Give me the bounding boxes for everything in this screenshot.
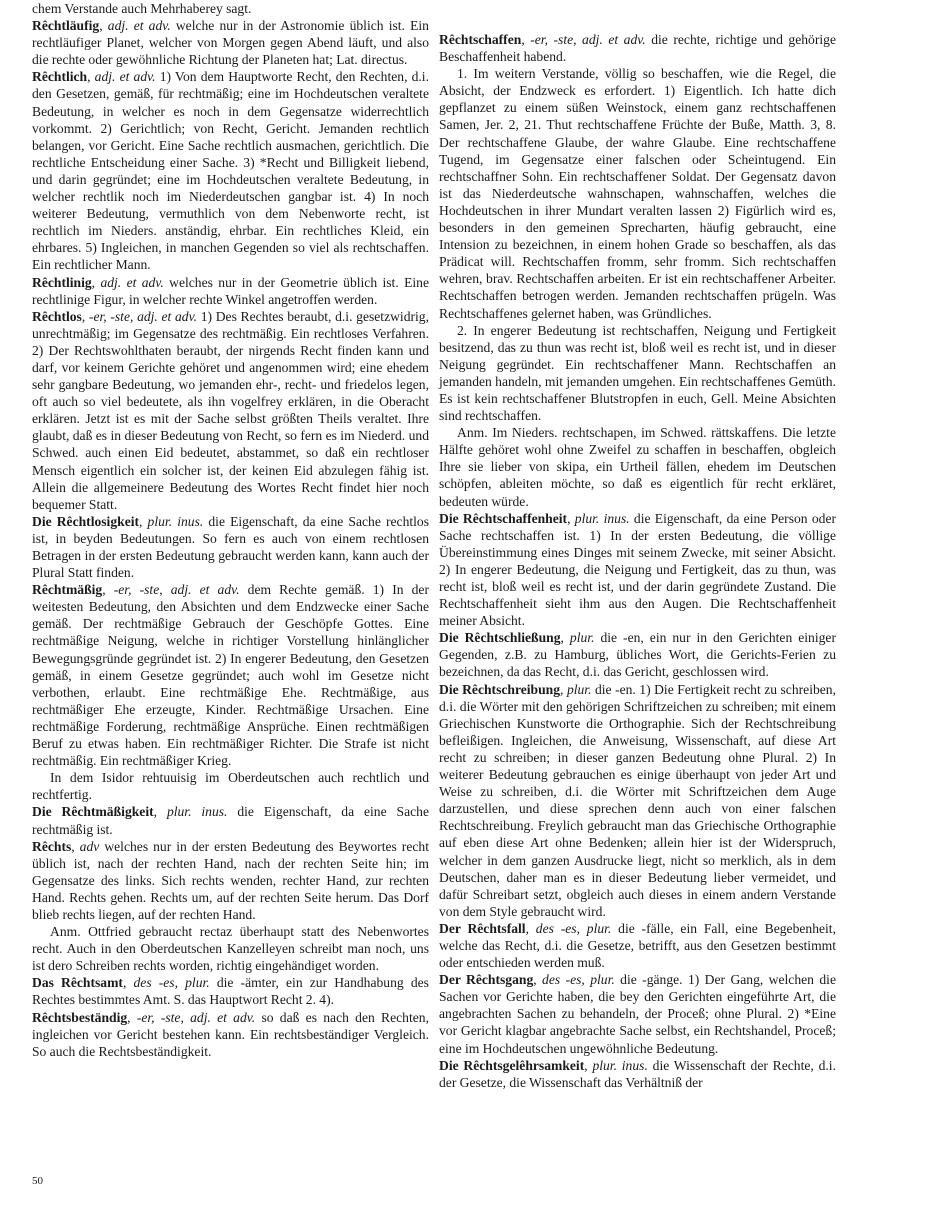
dictionary-entry: Rêchts, adv welches nur in der ersten Bedeutung des Beywortes recht üblich ist, nach der rechten Hand, nach der rechten Seite hin; im Gegensatze des links. Sich rechts wenden, rechter Hand, zur rechten Hand. Rechts gehen. Rechts um, auf der rechten Seite herum. Das Dorf blieb rechts liegen, auf der rechten Hand.	[32, 838, 429, 922]
entry-text: die -fälle, ein Fall, eine Begebenheit, welche das Recht, d.i. die Gesetze, betrifft, aus den Gesetzen bestimmt oder entschieden werden muß.	[439, 920, 836, 971]
entry-grammar: -er, -ste, adj. et adv.	[113, 582, 240, 598]
left-column	[32, 0, 429, 1060]
dictionary-entry	[439, 65, 836, 321]
entry-headword: Rêchtläufig	[32, 18, 100, 34]
entry-text: welche nur in der Astronomie üblich ist. Ein rechtläufiger Planet, welcher von Morgen gegen Abend läuft, und also die rechte oder gewöhnliche Richtung der Planeten hat; Lat. directus.	[32, 18, 429, 68]
entry-grammar: adv	[79, 838, 100, 854]
entry-grammar: des -es, plur.	[133, 975, 210, 991]
entry-headword: Die Rêchtschaffenheit	[439, 510, 568, 526]
dictionary-entry: Der Rêchtsfall, des -es, plur. die -fälle, ein Fall, eine Begebenheit, welche das Recht, d.i. die Gesetze, betrifft, aus den Gesetzen bestimmt oder entschieden werden muß.	[439, 920, 836, 971]
dictionary-entry: Rêchtsbeständig, -er, -ste, adj. et adv. so daß es nach den Rechten, ingleichen vor Gericht bestehen kann. Ein rechtsbeständiger Vergleich. So auch die Rechtsbeständigkeit.	[32, 1009, 429, 1059]
dictionary-entry	[32, 923, 429, 974]
entry-grammar: des -es, plur.	[542, 972, 615, 988]
entry-headword: Der Rêchtsfall	[439, 920, 526, 936]
entry-text: die Eigenschaft, da eine Sache rechtmäßig ist.	[32, 804, 429, 837]
entry-text: die -ämter, ein zur Handhabung des Rechtes bestimmtes Amt. S. das Hauptwort Recht 2. 4).	[32, 975, 429, 1008]
entry-text: chem Verstande auch Mehrhaberey sagt.	[32, 1, 252, 16]
entry-text: dem Rechte gemäß. 1) In der weitesten Bedeutung, den Absichten und dem Endzwecke einer Sache gemäß. Der rechtmäßige Gebrauch der Geschöpfe Gottes. Eine rechtmäßige Neigung, welche in richtiger Vorstellung hinlänglicher Bewegungsgründe gegründet ist. 2) In engerer Bedeutung, den Gesetzen gemäß, in einem Gesetze gegründet; auch wohl im Gesetze nicht verbothen, erlaubt. Eine rechtmäßige Ehe. Rechtmäßige, aus rechtmäßiger Ehe erzeugte, Kinder. Rechtmäßige Ursachen. Eine rechtmäßige Forderung, rechtmäßige Ansprüche. Einen rechtmäßigen Beruf zu etwas haben. Ein rechtmäßiger Richter. Die Strafe ist nicht rechtmäßig. Ein rechtmäßiger Krieg.	[32, 582, 429, 769]
entry-text: die rechte, richtige und gehörige Beschaffenheit habend.	[439, 32, 836, 65]
entry-headword: Rêchts	[32, 838, 72, 854]
entry-headword: Rêchtlich	[32, 69, 88, 85]
entry-text: die Eigenschaft, da eine Sache rechtlos ist, in beyden Bedeutungen. So fern es auch von einem rechtlosen Betragen in der ersten Bedeutung gebraucht werden kann, kann auch der Plural Statt finden.	[32, 513, 430, 581]
dictionary-entry	[439, 322, 836, 425]
entry-headword: Rêchtschaffen	[439, 32, 522, 47]
entry-grammar: plur.	[566, 681, 592, 697]
entry-text: so daß es nach den Rechten, ingleichen vor Gericht bestehen kann. Ein rechtsbeständiger Vergleich. So auch die Rechtsbeständigkeit.	[32, 1009, 429, 1059]
dictionary-entry: Die Rêchtsgelêhrsamkeit, plur. inus. die Wissenschaft der Rechte, d.i. der Gesetze, die Wissenschaft das Verhältniß der	[439, 1057, 836, 1090]
dictionary-entry: Rêchtlich, adj. et adv. 1) Von dem Hauptworte Recht, den Rechten, d.i. den Gesetzen, gemäß, für rechtmäßig; eine im Hochdeutschen veraltete Bedeutung, in welcher es noch in dem Gegensatze widerrechtlich vorkommt. 2) Gerichtlich; von Recht, Gericht. Jemanden rechtlich belangen, vor Gericht. Eine Sache rechtlich ausmachen, gerichtlich. Die rechtliche Entscheidung einer Sache. 3) *Recht und Billigkeit liebend, und darin gegründet; eine im Hochdeutschen veraltete Bedeutung, in welcher rechtlik noch im Niederdeutschen gangbar ist. 4) In noch weiterer Bedeutung, vermuthlich von dem Nebenworte recht, ist rechtlich im Nieders. anständig, ehrbar. Ein rechtliches Kleid, ein ehrbares. 5) Ingleichen, in manchen Gegenden so viel als rechtschaffen. Ein rechtlicher Mann.	[32, 69, 429, 273]
dictionary-entry: Rêchtschaffen, -er, -ste, adj. et adv. die rechte, richtige und gehörige Beschaffenheit habend.	[439, 32, 836, 65]
entry-grammar: -er, -ste, adj. et adv.	[88, 308, 198, 324]
right-column	[439, 31, 836, 1091]
entry-text: Anm. Im Nieders. rechtschapen, im Schwed. rättskaffens. Die letzte Hälfte gehöret wohl ohne Zweifel zu schaffen in beschaffen, obgleich Ihre sie lieber von skipa, ein Urtheil fällen, ehedem im Deutschen schöpfen, ableiten möchte, so daß es eigentlich für recht erkläret, bedeuten würde.	[439, 425, 836, 509]
entry-text: 2. In engerer Bedeutung ist rechtschaffen, Neigung und Fertigkeit besitzend, das zu thun was recht ist, bloß weil es recht ist, und in dieser Neigung gegründet. Ein rechtschaffener Mann. Rechtschaffen an jemanden handeln, mit jemanden umgehen. Ein rechtschaffenes Gemüth. Es ist kein rechtschaffener Blutstropfen in euch, Gell. Meine Absichten sind rechtschaffen.	[439, 322, 836, 424]
entry-text: die Wissenschaft der Rechte, d.i. der Gesetze, die Wissenschaft das Verhältniß der	[439, 1057, 836, 1090]
entry-headword: Rêchtsbeständig	[32, 1009, 128, 1025]
dictionary-entry: Rêchtlinig, adj. et adv. welches nur in der Geometrie üblich ist. Eine rechtlinige Figur, in welcher rechte Winkel angetroffen werden.	[32, 274, 429, 307]
dictionary-entry	[32, 0, 429, 17]
dictionary-entry: Die Rêchtschreibung, plur. die -en. 1) Die Fertigkeit recht zu schreiben, d.i. die Wörter mit den gehörigen Schriftzeichen zu schreiben; mit einem Griechischen Kunstworte die Orthographie. Sich der Rechtschreibung befleißigen. Ingleichen, die Anweisung, Wissenschaft, auf diese Art recht zu schreiben; in dieser ganzen Bedeutung ohne Plural. 2) In weiterer Bedeutung gebrauchen es einige überhaupt von jeder Art und Weise zu schreiben, d.i. die Wörter mit Schriftzeichen dem Auge darzustellen, und diese sprechen denn auch von einer falschen Rechtschreibung. Freylich gebraucht man das Griechische Orthographie auf eben diese Art ohne Bedenken; allein hier ist der Widerspruch, welcher in dem ganzen Ausdrucke liegt, nicht so merklich, als in dem Deutschen, daher man es in dieser Bedeutung lieber vermeidet, und dafür Schreibart setzt, obgleich auch dieses in einem andern Verstande von dem Style gebraucht wird.	[439, 681, 836, 919]
dictionary-entry: Rêchtmäßig, -er, -ste, adj. et adv. dem Rechte gemäß. 1) In der weitesten Bedeutung, den Absichten und dem Endzwecke einer Sache gemäß. Der rechtmäßige Gebrauch der Geschöpfe Gottes. Eine rechtmäßige Neigung, welche in richtiger Vorstellung hinlänglicher Bewegungsgründe gegründet ist. 2) In engerer Bedeutung, den Gesetzen gemäß, in einem Gesetze gegründet; auch wohl im Gesetze nicht verbothen, erlaubt. Eine rechtmäßige Ehe. Rechtmäßige, aus rechtmäßiger Ehe erzeugte, Kinder. Rechtmäßige Ursachen. Eine rechtmäßige Forderung, rechtmäßige Ansprüche. Einen rechtmäßigen Beruf zu etwas haben. Ein rechtmäßiger Richter. Die Strafe ist nicht rechtmäßig. Ein rechtmäßiger Krieg.	[32, 582, 429, 769]
entry-text: welches nur in der Geometrie üblich ist. Eine rechtlinige Figur, in welcher rechte Winkel angetroffen werden.	[32, 274, 429, 307]
entry-grammar: -er, -ste, adj. et adv.	[136, 1009, 256, 1025]
entry-grammar: plur. inus.	[574, 510, 630, 526]
entry-grammar: adj. et adv.	[94, 69, 156, 85]
entry-headword: Die Rêchtschreibung	[439, 681, 561, 697]
dictionary-entry: Die Rêchtschließung, plur. die -en, ein nur in den Gerichten einiger Gegenden, z.B. zu Hamburg, übliches Wort, die Gerichts-Ferien zu bezeichnen, da das Recht, d.i. das Gericht, geschlossen wird.	[439, 630, 836, 680]
dictionary-entry: Rêchtläufig, adj. et adv. welche nur in der Astronomie üblich ist. Ein rechtläufiger Planet, welcher von Morgen gegen Abend läuft, und also die rechte oder gewöhnliche Richtung der Planeten hat; Lat. directus.	[32, 18, 429, 68]
entry-text: die -en, ein nur in den Gerichten einiger Gegenden, z.B. zu Hamburg, übliches Wort, die Gerichts-Ferien zu bezeichnen, da das Recht, d.i. das Gericht, geschlossen wird.	[439, 630, 836, 680]
entry-headword: Rêchtlos	[32, 308, 82, 324]
entry-text: In dem Isidor rehtuuisig im Oberdeutschen auch rechtlich und rechtfertig.	[32, 770, 429, 803]
entry-text: welches nur in der ersten Bedeutung des Beywortes recht üblich ist, nach der rechten Hand, nach der rechten Seite hin; im Gegensatze des links. Sich rechts wenden, rechter Hand, zur rechten Hand. Rechts gehen. Rechts um, auf der rechten Seite herum. Das Dorf blieb rechts liegen, auf der rechten Hand.	[32, 838, 429, 922]
entry-grammar: plur.	[569, 630, 595, 646]
dictionary-entry: Die Rêchtmäßigkeit, plur. inus. die Eigenschaft, da eine Sache rechtmäßig ist.	[32, 804, 429, 837]
dictionary-entry: Die Rêchtschaffenheit, plur. inus. die Eigenschaft, da eine Person oder Sache rechtschaffen ist. 1) In der ersten Bedeutung, die völlige Übereinstimmung eines Dinges mit seinem Zwecke, mit seiner Absicht. 2) In engerer Bedeutung, die Neigung und Fertigkeit, das zu thun, was recht ist, bloß weil es recht ist, und der darin gegründete Zustand. Die Rechtschaffenheit sieht ihm aus den Augen. Die Rechtschaffenheit meiner Absicht.	[439, 510, 836, 629]
dictionary-entry	[32, 769, 429, 803]
entry-grammar: adj. et adv.	[100, 274, 164, 290]
entry-grammar: plur. inus.	[166, 804, 228, 820]
entry-grammar: -er, -ste, adj. et adv.	[530, 32, 646, 47]
dictionary-entry: Das Rêchtsamt, des -es, plur. die -ämter, ein zur Handhabung des Rechtes bestimmtes Amt. S. das Hauptwort Recht 2. 4).	[32, 975, 429, 1008]
entry-text: Anm. Ottfried gebraucht rectaz überhaupt statt des Nebenwortes recht. Auch in den Oberdeutschen Kanzelleyen schreibt man noch, uns ist dero Schreiben rechts worden, richtig eingehändiget worden.	[32, 924, 429, 974]
entry-headword: Der Rêchtsgang	[439, 972, 534, 988]
dictionary-entry: Die Rêchtlosigkeit, plur. inus. die Eigenschaft, da eine Sache rechtlos ist, in beyden Bedeutungen. So fern es auch von einem rechtlosen Betragen in der ersten Bedeutung gebraucht werden kann, kann auch der Plural Statt finden.	[32, 513, 430, 581]
entry-grammar: des -es, plur.	[535, 920, 612, 936]
entry-text: die -gänge. 1) Der Gang, welchen die Sachen vor Gerichte haben, die bey den Gerichten eingeführte Art, die angebrachten Sachen zu behandeln, der Proceß; ohne Plural. 2) *Eine vor Gericht klagbar angebrachte Sache selbst, ein Rechtshandel, Proceß; eine im Hochdeutschen ungewöhnliche Bedeutung.	[439, 972, 836, 1056]
dictionary-entry: Rêchtlos, -er, -ste, adj. et adv. 1) Des Rechtes beraubt, d.i. gesetzwidrig, unrechtmäßig; im Gegensatze des rechtmäßig. Ein rechtloses Verfahren. 2) Der Rechtswohlthaten beraubt, der nirgends Recht finden kann und darf, vor keinem Gerichte gehöret und angenommen wird; eine ehedem sehr gangbare Bedeutung, wo jemanden ehr-, recht- und friedelos legen, oft auch so viel bedeutete, als ihn vogelfrey erklären, in die Oberacht erklären. Jetzt ist es mit der Sache selbst größten Theils veraltet. Ihre glaubt, daß es in dieser Bedeutung von Recht, so fern es im Niederd. und Schwed. auch einen Eid bedeutet, abstammet, so daß ein rechtloser Mensch eigentlich ein solcher ist, der keinen Eid abzulegen fähig ist. Allein die allgemeinere Bedeutung des Wortes Recht findet hier noch bequemer Statt.	[32, 308, 430, 512]
entry-text: 1) Des Rechtes beraubt, d.i. gesetzwidrig, unrechtmäßig; im Gegensatze des rechtmäßig. Ein rechtloses Verfahren. 2) Der Rechtswohlthaten beraubt, der nirgends Recht finden kann und darf, vor keinem Gerichte gehöret und angenommen wird; eine ehedem sehr gangbare Bedeutung, wo jemanden ehr-, recht- und friedelos legen, oft auch so viel bedeutete, als ihn vogelfrey erklären, in die Oberacht erklären. Jetzt ist es mit der Sache selbst größten Theils veraltet. Ihre glaubt, daß es in dieser Bedeutung von Recht, so fern es im Niederd. und Schwed. auch einen Eid bedeutet, abstammet, so daß ein rechtloser Mensch eigentlich ein solcher ist, der keinen Eid abzulegen fähig ist. Allein die allgemeinere Bedeutung des Wortes Recht findet hier noch bequemer Statt.	[32, 308, 430, 512]
entry-headword: Rêchtmäßig	[32, 582, 103, 598]
dictionary-entry	[439, 424, 836, 509]
entry-headword: Die Rêchtschließung	[439, 630, 561, 646]
entry-headword: Die Rêchtlosigkeit	[32, 513, 140, 529]
entry-grammar: adj. et adv.	[107, 18, 171, 34]
entry-headword: Die Rêchtmäßigkeit	[32, 804, 154, 820]
entry-grammar: plur. inus.	[147, 513, 204, 529]
entry-text: 1) Von dem Hauptworte Recht, den Rechten, d.i. den Gesetzen, gemäß, für rechtmäßig; eine im Hochdeutschen veraltete Bedeutung, in welcher es noch in dem Gegensatze widerrechtlich vorkommt. 2) Gerichtlich; von Recht, Gericht. Jemanden rechtlich belangen, vor Gericht. Eine Sache rechtlich ausmachen, gerichtlich. Die rechtliche Entscheidung einer Sache. 3) *Recht und Billigkeit liebend, und darin gegründet; eine im Hochdeutschen veraltete Bedeutung, in welcher rechtlik noch im Niederdeutschen gangbar ist. 4) In noch weiterer Bedeutung, vermuthlich von dem Nebenworte recht, ist rechtlich im Nieders. anständig, ehrbar. Ein rechtliches Kleid, ein ehrbares. 5) Ingleichen, in manchen Gegenden so viel als rechtschaffen. Ein rechtlicher Mann.	[32, 69, 429, 273]
entry-headword: Das Rêchtsamt	[32, 975, 123, 991]
entry-text: die -en. 1) Die Fertigkeit recht zu schreiben, d.i. die Wörter mit den gehörigen Schriftzeichen zu schreiben; mit einem Griechischen Kunstworte die Orthographie. Sich der Rechtschreibung befleißigen. Ingleichen, die Anweisung, Wissenschaft, auf diese Art recht zu schreiben; in dieser ganzen Bedeutung ohne Plural. 2) In weiterer Bedeutung gebrauchen es einige überhaupt von jeder Art und Weise zu schreiben, d.i. die Wörter mit Schriftzeichen dem Auge darzustellen, und diese sprechen denn auch von einer falschen Rechtschreibung. Freylich gebraucht man das Griechische Orthographie auf eben diese Art ohne Bedenken; allein hier ist der Widerspruch, welcher in dem ganzen Ausdrucke liegt, nicht so merklich, als in dem Deutschen, daher man es in dieser Bedeutung lieber vermeidet, und dafür Schreibart setzt, obgleich auch dieses in einem andern Verstande von dem Style gebraucht wird.	[439, 681, 836, 919]
dictionary-entry: Der Rêchtsgang, des -es, plur. die -gänge. 1) Der Gang, welchen die Sachen vor Gerichte haben, die bey den Gerichten eingeführte Art, die angebrachten Sachen zu behandeln, der Proceß; ohne Plural. 2) *Eine vor Gericht klagbar angebrachte Sache selbst, ein Rechtshandel, Proceß; eine im Hochdeutschen ungewöhnliche Bedeutung.	[439, 972, 836, 1056]
entry-headword: Die Rêchtsgelêhrsamkeit	[439, 1057, 585, 1073]
entry-headword: Rêchtlinig	[32, 274, 92, 290]
entry-text: 1. Im weitern Verstande, völlig so beschaffen, wie die Regel, die Absicht, der Endzweck es erfordert. 1) Eigentlich. Ich hatte dich gepflanzet zu einem süßen Weinstock, einem ganz rechtschaffenen Samen, Jer. 2, 21. Thut rechtschaffene Früchte der Buße, Matth. 3, 8. Der rechtschaffene Glaube, der wahre Glaube. Eine rechtschaffene Tugend, im Gegensatze einer falschen oder Scheintugend. Ein rechtschaffner Sohn. Ein rechtschaffener Soldat. Der Gegensatz davon ist das Niederdeutsche wahnschapen, wahnschaffen, welches die Hochdeutschen in ihrer Mundart veralten lassen 2) Figürlich wird es, besonders in den gemeinen Sprecharten, häufig gebraucht, eine Intension zu bezeichnen, in einem hohen Grade so beschaffen, als das Prädicat will. Rechtschaffen fromm, sehr fromm. Sich rechtschaffen wehren, brav. Rechtschaffen arbeiten. Er ist ein rechtschaffener Arbeiter. Rechtschaffen betrogen werden. Jemanden rechtschaffen prügeln. Was Rechtschaffenes gelernet haben, was Gründliches.	[439, 66, 836, 321]
page-number: 50	[32, 1175, 43, 1187]
entry-grammar: plur. inus.	[592, 1057, 648, 1073]
entry-text: die Eigenschaft, da eine Person oder Sache rechtschaffen ist. 1) In der ersten Bedeutung, die völlige Übereinstimmung eines Dinges mit seinem Zwecke, mit seiner Absicht. 2) In engerer Bedeutung, die Neigung und Fertigkeit, das zu thun, was recht ist, bloß weil es recht ist, und der darin gegründete Zustand. Die Rechtschaffenheit sieht ihm aus den Augen. Die Rechtschaffenheit meiner Absicht.	[439, 510, 836, 629]
